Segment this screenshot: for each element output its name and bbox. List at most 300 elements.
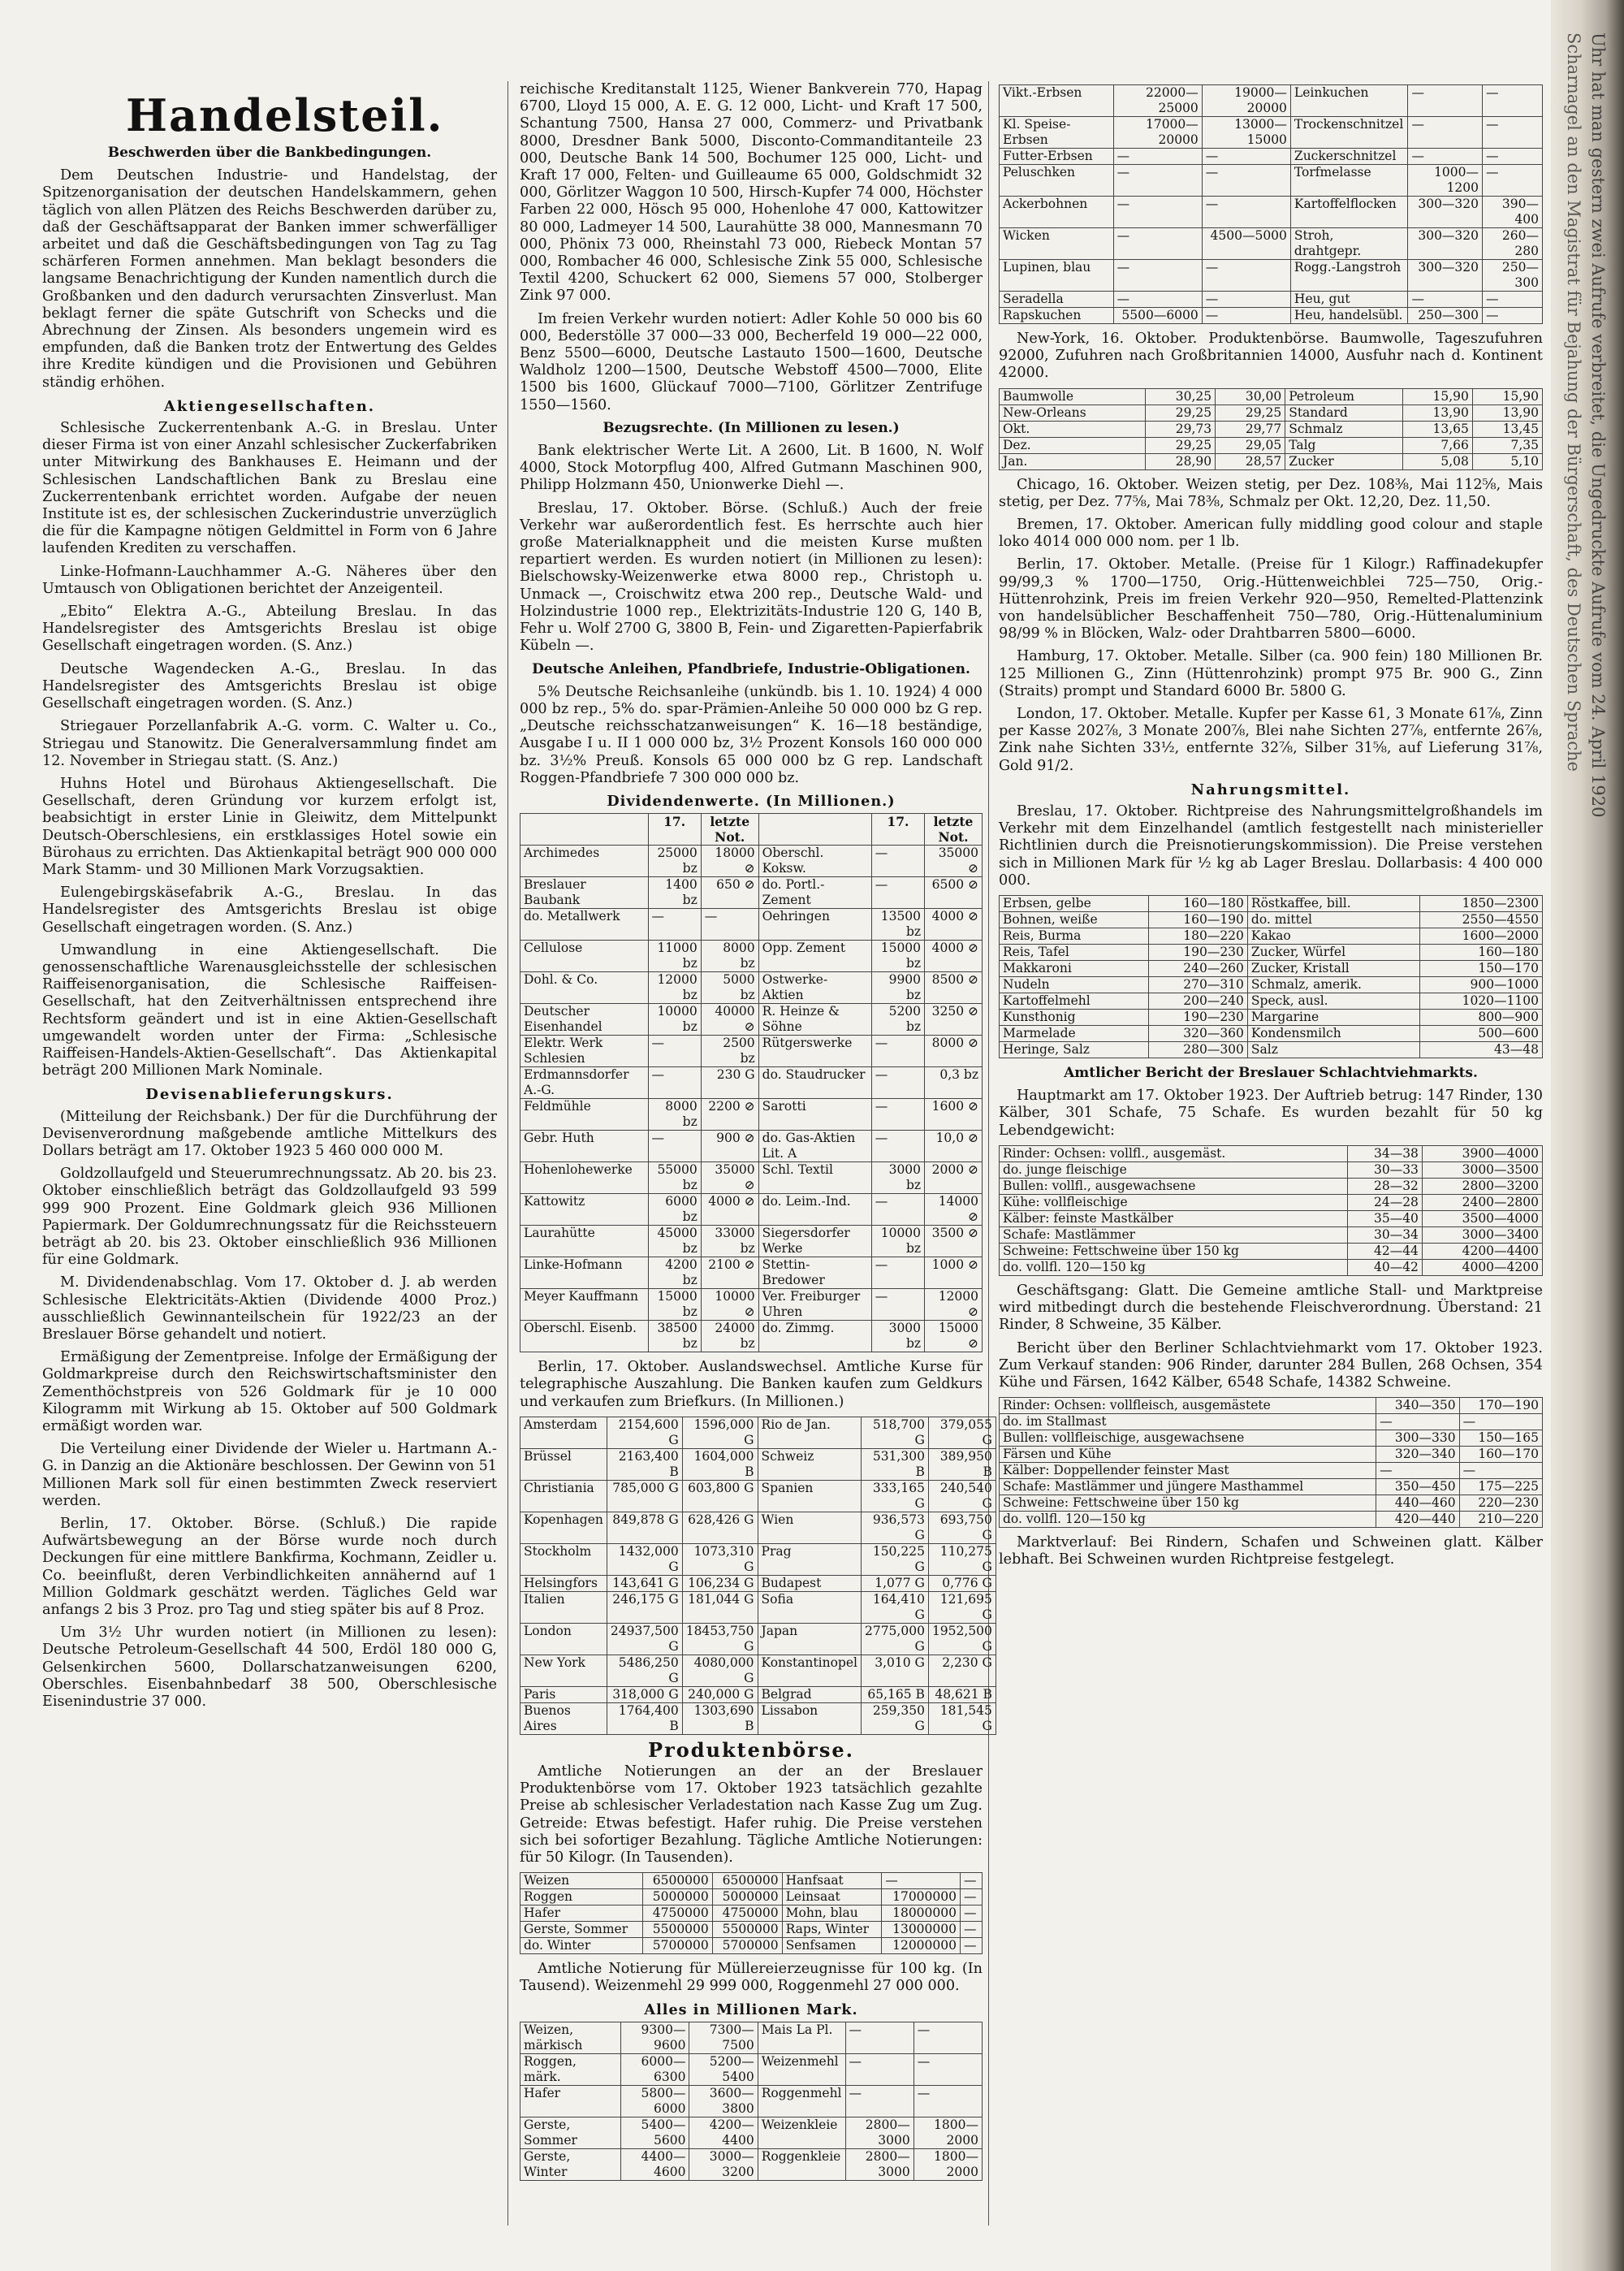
table-cell: Kondensmilch	[1247, 1026, 1419, 1042]
table-cell: 29,25	[1146, 404, 1216, 421]
table-cell: Heu, gut	[1290, 292, 1408, 308]
table-cell: 1604,000 B	[682, 1448, 758, 1480]
cattle-row	[1000, 1178, 1543, 1194]
table-cell: —	[871, 1194, 924, 1226]
headline-ag: Aktiengesellschaften.	[163, 397, 376, 415]
table-cell: 2163,400 B	[607, 1448, 682, 1480]
table-cell: 2000 ⊘	[925, 1162, 983, 1194]
article-berlin-boerse: Berlin, 17. Oktober. Börse. (Schluß.) Die rapide Aufwärtsbewegung an der Börse wurde noch durch Deckungen für eine mittlere Bankfirma, Kochmann, Zeidler u. Co. beeinflußt, deren Verbindlichkeiten annähernd auf 1 Million Goldmark geschätzt werden. Tägliches Geld war anfangs 2 bis 3 Proz. pro Tag und stieg später bis auf 8 Proz.	[42, 1516, 497, 1619]
table-cell: 259,350 G	[861, 1702, 928, 1734]
table-cell: 2200 ⊘	[701, 1099, 758, 1131]
berlin-cattle-row	[1000, 1479, 1543, 1495]
table-cell: —	[1202, 292, 1290, 308]
table-cell: 2800—3000	[845, 2117, 914, 2148]
article-zement: Ermäßigung der Zementpreise. Infolge der Ermäßigung der Goldmarkpreise durch den Reichswirtschaftsminister den Zementhöchstpreis von 526 Goldmark für je 10 000 Kilogramm mit Wirkung ab 15. Oktober auf 500 Goldmark ermäßigt worden war.	[42, 1349, 497, 1435]
table-cell: Christiania	[520, 1480, 607, 1512]
table-cell: 9300—9600	[621, 2022, 689, 2053]
table-cell: 35—40	[1348, 1210, 1423, 1226]
table-cell: Speck, ausl.	[1247, 993, 1419, 1010]
feed-row	[1000, 165, 1543, 197]
fx-row	[520, 1575, 996, 1591]
table-cell: 24—28	[1348, 1194, 1423, 1210]
table-cell: 4080,000 G	[682, 1655, 758, 1686]
table-cell: 12000000	[882, 1938, 961, 1954]
article-berlin-metalle: Berlin, 17. Oktober. Metalle. (Preise für 1 Kilogr.) Raffinadekupfer 99/99,3 % 1700—1750, Orig.-Hüttenweichblei 725—750, Orig.-Hüttenrohzink, Preis im freien Verkehr 920—950, Remelted-Plattenzink von handelsüblicher Beschaffenheit 750—780, Orig.-Hüttenaluminium 98/99 % in Blöcken, Walz- oder Drahtbarren 5800—6000.	[999, 556, 1543, 642]
table-cell: —	[914, 2085, 982, 2117]
table-cell: —	[1483, 85, 1543, 117]
feed-row	[1000, 308, 1543, 324]
table-cell: Kälber: feinste Mastkälber	[1000, 1210, 1348, 1226]
table-cell: 5500000	[712, 1922, 782, 1938]
table-cell: Trockenschnitzel	[1290, 117, 1408, 149]
table-cell: Weizenmehl	[758, 2053, 845, 2085]
table-cell: 389,950 B	[928, 1448, 996, 1480]
section-masthead: Handelsteil.	[126, 89, 444, 141]
table-cell: 10000 ⊘	[701, 1289, 758, 1321]
table-cell: 0,3 bz	[925, 1067, 983, 1099]
table-cell: 1303,690 B	[682, 1702, 758, 1734]
table-cell: Weizen, märkisch	[520, 2022, 621, 2053]
table-cell: Baumwolle	[1000, 388, 1146, 404]
table-cell: 110,275 G	[928, 1543, 996, 1575]
table-cell: —	[1202, 197, 1290, 228]
table-cell: 45000 bz	[648, 1226, 701, 1257]
table-cell: 5200 bz	[871, 1004, 924, 1036]
table-cell: 849,878 G	[607, 1512, 682, 1543]
table-cell: 1400 bz	[648, 877, 701, 909]
food-row	[1000, 1042, 1543, 1058]
table-cell: Heringe, Salz	[1000, 1042, 1149, 1058]
article-produktenboerse: Amtliche Notierungen an der an der Breslauer Produktenbörse vom 17. Oktober 1923 tatsächlich gezahlte Preise ab schlesischer Verladestation nach Kasse Zug um Zug. Getreide: Etwas befestigt. Hafer ruhig. Die Preise verstehen sich bei sofortiger Bezahlung. Tägliche Amtliche Notierungen: für 50 Kilogr. (In Tausenden).	[520, 1763, 983, 1866]
cattle-row	[1000, 1145, 1543, 1161]
table-cell: 4000 ⊘	[701, 1194, 758, 1226]
table-cell: 12000 ⊘	[925, 1289, 983, 1321]
table-cell: Dez.	[1000, 437, 1146, 453]
table-cell: Japan	[758, 1623, 861, 1655]
table-cell: 13,45	[1472, 421, 1542, 437]
table-cell: Gerste, Sommer	[520, 2117, 621, 2148]
table-cell: 10,0 ⊘	[925, 1131, 983, 1162]
table-cell: 300—320	[1408, 228, 1483, 260]
table-cell: Prag	[758, 1543, 861, 1575]
table-cell: —	[871, 1131, 924, 1162]
food-row	[1000, 977, 1543, 993]
table-cell: London	[520, 1623, 607, 1655]
table-cell: 7300—7500	[689, 2022, 758, 2053]
table-cell: —	[1459, 1463, 1542, 1479]
food-row	[1000, 993, 1543, 1010]
fx-row	[520, 1702, 996, 1734]
article-hotel: Huhns Hotel und Bürohaus Aktiengesellschaft. Die Gesellschaft, deren Gründung vor kurzem erfolgt ist, beabsichtigt in erster Linie in Gleiwitz, dem Mittelpunkt Deutsch-Oberschlesiens, ein erstklassiges Hotel sowie ein Bürohaus zu errichten. Das Aktienkapital beträgt 900 000 000 Mark Stamm- und 30 Millionen Mark Vorzugsaktien.	[42, 775, 497, 878]
table-cell: 4000—4200	[1422, 1259, 1542, 1275]
fx-row	[520, 1543, 996, 1575]
fx-table	[520, 1417, 996, 1735]
table-cell: 25000 bz	[648, 846, 701, 877]
table-cell: Makkaroni	[1000, 961, 1149, 977]
table-cell: 24937,500 G	[607, 1623, 682, 1655]
table-cell: 2800—3000	[845, 2148, 914, 2180]
grain-table	[520, 1872, 983, 1954]
table-cell: do. Metallwerk	[520, 909, 649, 941]
table-cell: 19000—20000	[1202, 85, 1290, 117]
table-cell: —	[871, 1067, 924, 1099]
table-cell: 18000 ⊘	[701, 846, 758, 877]
table-cell: —	[648, 1131, 701, 1162]
table-cell: —	[871, 1099, 924, 1131]
table-cell: 5200—5400	[689, 2053, 758, 2085]
table-cell: 240,540 G	[928, 1480, 996, 1512]
column-2	[520, 81, 992, 2187]
table-cell: 33000 bz	[701, 1226, 758, 1257]
table-cell: —	[701, 909, 758, 941]
article-newyork: New-York, 16. Oktober. Produktenbörse. Baumwolle, Tageszufuhren 92000, Zufuhren nach Großbritannien 14000, Ausfuhr nach d. Kontinent 42000.	[999, 331, 1543, 382]
table-cell: Linke-Hofmann	[520, 1257, 649, 1289]
mill-table-title: Alles in Millionen Mark.	[644, 2001, 858, 2018]
table-cell: 8000 ⊘	[925, 1036, 983, 1067]
table-cell: Kälber: Doppellender feinster Mast	[1000, 1463, 1376, 1479]
table-cell: Wicken	[1000, 228, 1114, 260]
table-cell: 3250 ⊘	[925, 1004, 983, 1036]
table-cell: —	[871, 1257, 924, 1289]
article-kurse: reichische Kreditanstalt 1125, Wiener Bankverein 770, Hapag 6700, Lloyd 15 000, A. E. G. 12 000, Licht- und Kraft 17 500, Schantung 7500, Hansa 27 000, Commerz- und Privatbank 8000, Dresdner Bank 5000, Disconto-Commanditanteile 23 000, Deutsche Bank 14 500, Bochumer 125 000, Licht- und Kraft 17 000, Felten- und Guilleaume 65 000, Goldschmidt 32 000, Görlitzer Waggon 10 500, Hirsch-Kupfer 74 000, Höchster Farben 22 000, Hösch 95 000, Hohenlohe 47 000, Kattowitzer 80 000, Ladmeyer 14 500, Laurahütte 38 000, Mannesmann 70 000, Phönix 73 000, Rheinstahl 73 000, Riebeck Montan 57 000, Rombacher 46 000, Schlesische Zink 55 000, Schlesische Textil 4200, Schuckert 62 000, Siemens 57 000, Stolberger Zink 97 000.	[520, 81, 983, 305]
table-cell: 15000 ⊘	[925, 1321, 983, 1352]
article-notierungen: Um 3½ Uhr wurden notiert (in Millionen zu lesen): Deutsche Petroleum-Gesellschaft 44 500, Erdöl 180 000 G, Gelsenkirchen 5600, Dollarschatzanweisungen 6200, Oberschles. Eisenbahnbedarf 38 500, Oberschlesische Eisenindustrie 37 000.	[42, 1624, 497, 1711]
table-cell: 150—170	[1419, 961, 1542, 977]
table-cell: —	[845, 2022, 914, 2053]
table-cell: 4200—4400	[1422, 1243, 1542, 1259]
table-cell: —	[845, 2053, 914, 2085]
table-cell: Cellulose	[520, 941, 649, 972]
table-cell: 5000000	[712, 1889, 782, 1905]
berlin-cattle-table	[999, 1397, 1543, 1528]
table-cell: 250—300	[1483, 260, 1543, 292]
table-cell: 43—48	[1419, 1042, 1542, 1058]
table-cell: —	[961, 1905, 983, 1922]
table-cell: 181,044 G	[682, 1591, 758, 1623]
article-dividende: M. Dividendenabschlag. Vom 17. Oktober d. J. ab werden Schlesische Elektricitäts-Aktien (Dividende 4000 Proz.) ausschließlich Gewinnanteilschein für 1922/23 an der Breslauer Börse gehandelt und notiert.	[42, 1274, 497, 1343]
table-cell: 603,800 G	[682, 1480, 758, 1512]
table-cell: Elektr. Werk Schlesien	[520, 1036, 649, 1067]
grain-row	[520, 1938, 983, 1954]
dividend-row	[520, 1226, 983, 1257]
fx-row	[520, 1512, 996, 1543]
table-cell: —	[961, 1922, 983, 1938]
table-cell: 13000—15000	[1202, 117, 1290, 149]
table-cell: 2800—3200	[1422, 1178, 1542, 1194]
dividend-row	[520, 1004, 983, 1036]
table-cell: 8500 ⊘	[925, 972, 983, 1004]
table-cell: —	[1483, 149, 1543, 165]
table-cell: —	[1408, 149, 1483, 165]
table-cell: Italien	[520, 1591, 607, 1623]
food-row	[1000, 912, 1543, 928]
table-cell: 40—42	[1348, 1259, 1423, 1275]
table-cell: Jan.	[1000, 453, 1146, 469]
table-cell: 628,426 G	[682, 1512, 758, 1543]
fx-row	[520, 1686, 996, 1702]
table-cell: 1600—2000	[1419, 928, 1542, 945]
table-cell: —	[961, 1889, 983, 1905]
table-cell: —	[648, 1067, 701, 1099]
table-cell: 300—330	[1376, 1430, 1459, 1447]
binding-text-line: Scharnagel an den Magistrat für Bejahung der Bürgerschaft, des Deutschen Sprache	[1564, 32, 1583, 772]
newyork-table	[999, 388, 1543, 470]
food-row	[1000, 928, 1543, 945]
table-cell: 17000—20000	[1113, 117, 1202, 149]
table-cell: 106,234 G	[682, 1575, 758, 1591]
table-cell: Hohenlohewerke	[520, 1162, 649, 1194]
table-cell: 240—260	[1148, 961, 1247, 977]
table-cell: 6000—6300	[621, 2053, 689, 2085]
table-cell: 693,750 G	[928, 1512, 996, 1543]
table-cell: 15,90	[1472, 388, 1542, 404]
table-cell: —	[1408, 117, 1483, 149]
newyork-row	[1000, 437, 1543, 453]
table-cell: Roggen, märk.	[520, 2053, 621, 2085]
article-elektra: „Ebito“ Elektra A.-G., Abteilung Breslau. In das Handelsregister des Amtsgerichts Breslau ist obige Gesellschaft eingetragen worden. (S. Anz.)	[42, 603, 497, 655]
dividend-row	[520, 1099, 983, 1131]
table-cell: Ver. Freiburger Uhren	[758, 1289, 871, 1321]
table-cell: 390—400	[1483, 197, 1543, 228]
article-devisen: (Mitteilung der Reichsbank.) Der für die Durchführung der Devisenverordnung maßgebende amtliche Mittelkurs des Dollars beträgt am 17. Oktober 1923 5 460 000 000 M.	[42, 1108, 497, 1159]
table-cell: 531,300 B	[861, 1448, 928, 1480]
table-cell: 29,77	[1216, 421, 1285, 437]
table-cell: 30,00	[1216, 388, 1285, 404]
headline-schlachtvieh: Amtlicher Bericht der Breslauer Schlachtviehmarkts.	[1064, 1065, 1478, 1082]
table-cell: —	[871, 1289, 924, 1321]
feed-row	[1000, 117, 1543, 149]
table-cell: 3000—3200	[689, 2148, 758, 2180]
table-cell: Rinder: Ochsen: vollfleisch, ausgemästete	[1000, 1398, 1376, 1414]
table-cell: 3900—4000	[1422, 1145, 1542, 1161]
cattle-row	[1000, 1243, 1543, 1259]
table-cell: do. Portl.-Zement	[758, 877, 871, 909]
table-cell: Deutscher Eisenhandel	[520, 1004, 649, 1036]
table-cell: 3500 ⊘	[925, 1226, 983, 1257]
table-cell: 3600—3800	[689, 2085, 758, 2117]
table-cell: —	[1408, 85, 1483, 117]
table-cell: 280—300	[1148, 1042, 1247, 1058]
table-cell: Kunsthonig	[1000, 1010, 1149, 1026]
article-mehl: Amtliche Notierung für Müllereierzeugnisse für 100 kg. (In Tausend). Weizenmehl 29 999 000, Roggenmehl 27 000 000.	[520, 1961, 983, 1995]
article-berlin-vieh: Bericht über den Berliner Schlachtviehmarkt vom 17. Oktober 1923. Zum Verkauf standen: 906 Rinder, darunter 284 Bullen, 268 Ochsen, 354 Kühe und Färsen, 1642 Kälber, 6548 Schafe, 14382 Schweine.	[999, 1339, 1543, 1391]
table-cell: 5500000	[642, 1922, 712, 1938]
table-cell: Stockholm	[520, 1543, 607, 1575]
table-cell: 15000 bz	[648, 1289, 701, 1321]
table-cell: 5,10	[1472, 453, 1542, 469]
table-cell: Heu, handelsübl.	[1290, 308, 1408, 324]
table-cell: 1020—1100	[1419, 993, 1542, 1010]
table-cell: Nudeln	[1000, 977, 1149, 993]
table-cell: R. Heinze & Söhne	[758, 1004, 871, 1036]
grain-row	[520, 1922, 983, 1938]
table-cell: 13500 bz	[871, 909, 924, 941]
food-row	[1000, 945, 1543, 961]
table-cell: Futter-Erbsen	[1000, 149, 1114, 165]
table-cell: Kl. Speise-Erbsen	[1000, 117, 1114, 149]
fx-row	[520, 1623, 996, 1655]
table-cell: Schmalz, amerik.	[1247, 977, 1419, 993]
table-cell: 6500000	[712, 1873, 782, 1889]
table-cell: 13,65	[1402, 421, 1472, 437]
berlin-cattle-row	[1000, 1414, 1543, 1430]
table-cell: 55000 bz	[648, 1162, 701, 1194]
mill-row	[520, 2117, 983, 2148]
berlin-cattle-row	[1000, 1447, 1543, 1463]
table-cell: 18000000	[882, 1905, 961, 1922]
dividend-row	[520, 877, 983, 909]
table-cell: 5400—5600	[621, 2117, 689, 2148]
article-zucker: Schlesische Zuckerrentenbank A.-G. in Breslau. Unter dieser Firma ist von einer Anzahl schlesischer Zuckerfabriken unter Mitwirkung des Bankhauses E. Heimann und der Schlesischen Landschaftlichen Bank zu Breslau eine Zuckerrentenbank errichtet worden. Aufgabe der neuen Institute ist es, der schlesischen Zuckerindustrie unverzüglich die für die Kampagne nötigen Geldmittel in Form von 6 Jahre laufenden Krediten zu verschaffen.	[42, 420, 497, 557]
table-cell: 12000 bz	[648, 972, 701, 1004]
table-cell: Breslauer Baubank	[520, 877, 649, 909]
table-cell: Ostwerke-Aktien	[758, 972, 871, 1004]
dividend-row	[520, 1036, 983, 1067]
feed-row	[1000, 292, 1543, 308]
article-bank: Dem Deutschen Industrie- und Handelstag, der Spitzenorganisation der deutschen Handelskammern, gehen täglich von allen Plätzen des Reichs Beschwerden darüber zu, daß der Geschäftsapparat der Banken immer schwerfälliger arbeitet und daß die Geschäftsbedingungen von Tag zu Tag schärferen Formen annehmen. Man beklagt besonders die langsame Benachrichtigung der Kunden namentlich durch die Großbanken und den dadurch verursachten Zinsverlust. Man beklagt ferner die späte Gutschrift von Schecks und die Abrechnung der Zinsen. Als besonders ungemein wird es empfunden, daß die Banken trotz der Entwertung des Geldes ihre Kredite kündigen und die Provisionen und Gebühren ständig erhöhen.	[42, 167, 497, 391]
table-cell: 785,000 G	[607, 1480, 682, 1512]
table-cell: —	[961, 1938, 983, 1954]
table-cell: 175—225	[1459, 1479, 1542, 1495]
table-cell: 29,05	[1216, 437, 1285, 453]
article-schlachtvieh: Hauptmarkt am 17. Oktober 1923. Der Auftrieb betrug: 147 Rinder, 130 Kälber, 301 Schafe, 75 Schafe. Es wurden bezahlt für 50 kg Lebendgewicht:	[999, 1088, 1543, 1139]
table-cell: 3,010 G	[861, 1655, 928, 1686]
table-cell: Schmalz	[1285, 421, 1403, 437]
table-cell: Kartoffelmehl	[1000, 993, 1149, 1010]
dividend-row	[520, 1321, 983, 1352]
table-cell: Amsterdam	[520, 1417, 607, 1448]
table-cell: 160—180	[1148, 896, 1247, 912]
table-cell: Lupinen, blau	[1000, 260, 1114, 292]
table-cell: 220—230	[1459, 1495, 1542, 1512]
table-cell: do. Staudrucker	[758, 1067, 871, 1099]
table-cell: 440—460	[1376, 1495, 1459, 1512]
table-cell: 28,57	[1216, 453, 1285, 469]
column-rule	[988, 81, 989, 2226]
table-cell: Weizen	[520, 1873, 643, 1889]
table-cell: 900—1000	[1419, 977, 1542, 993]
fx-row	[520, 1655, 996, 1686]
table-cell: Leinkuchen	[1290, 85, 1408, 117]
article-goldzoll: Goldzollaufgeld und Steuerumrechnungssatz. Ab 20. bis 23. Oktober einschließlich beträgt das Goldzollaufgeld 93 599 999 900 Prozent. Eine Goldmark gleich 936 Millionen Papiermark. Der Goldumrechnungssatz für die Reichssteuern beträgt ab 20. bis 23. Oktober einschließlich 936 Millionen für eine Goldmark.	[42, 1166, 497, 1269]
table-cell: 240,000 G	[682, 1686, 758, 1702]
table-cell: Kartoffelflocken	[1290, 197, 1408, 228]
article-bezugsrechte: Bank elektrischer Werte Lit. A 2600, Lit. B 1600, N. Wolf 4000, Stock Motorpflug 400, Alfred Gutmann Maschinen 900, Philipp Holzmann 450, Unionwerke Diehl —.	[520, 443, 983, 494]
grain-row	[520, 1889, 983, 1905]
table-cell: 11000 bz	[648, 941, 701, 972]
table-cell: Roggenmehl	[758, 2085, 845, 2117]
table-cell: Röstkaffee, bill.	[1247, 896, 1419, 912]
feed-row	[1000, 228, 1543, 260]
table-cell: Bohnen, weiße	[1000, 912, 1149, 928]
article-porzellan: Striegauer Porzellanfabrik A.-G. vorm. C. Walter u. Co., Striegau und Stanowitz. Die Generalversammlung findet am 12. November in Striegau statt. (S. Anz.)	[42, 718, 497, 769]
table-cell: —	[871, 877, 924, 909]
table-cell: 5486,250 G	[607, 1655, 682, 1686]
table-cell: 1600 ⊘	[925, 1099, 983, 1131]
table-cell: Salz	[1247, 1042, 1419, 1058]
table-cell: 160—170	[1459, 1447, 1542, 1463]
table-cell: 170—190	[1459, 1398, 1542, 1414]
table-cell: 300—320	[1408, 197, 1483, 228]
table-cell: Bullen: vollfleischige, ausgewachsene	[1000, 1430, 1376, 1447]
article-anleihen: 5% Deutsche Reichsanleihe (unkündb. bis 1. 10. 1924) 4 000 000 bz rep., 5% do. spar-Prämien-Anleihe 50 000 000 bz G rep. „Deutsche reichsschatzanweisungen“ K. 16—18 beständige, Ausgabe I u. II 1 000 000 bz, 3½ Prozent Konsols 160 000 000 bz. 3½% Preuß. Konsols 65 000 000 bz G rep. Landschaft Roggen-Pfandbriefe 7 300 000 000 bz.	[520, 683, 983, 786]
table-cell: 34—38	[1348, 1145, 1423, 1161]
table-cell: —	[1483, 117, 1543, 149]
article-linke: Linke-Hofmann-Lauchhammer A.-G. Näheres über den Umtausch von Obligationen berichtet der Anzeigenteil.	[42, 563, 497, 597]
table-cell: Roggen	[520, 1889, 643, 1905]
table-cell: Reis, Burma	[1000, 928, 1149, 945]
table-cell: Konstantinopel	[758, 1655, 861, 1686]
article-eulen: Eulengebirgskäsefabrik A.-G., Breslau. In das Handelsregister des Amtsgerichts Breslau ist obige Gesellschaft eingetragen worden. (S. Anz.)	[42, 885, 497, 936]
table-cell: Seradella	[1000, 292, 1114, 308]
table-cell: Siegersdorfer Werke	[758, 1226, 871, 1257]
table-cell: 4400—4600	[621, 2148, 689, 2180]
table-cell: Kopenhagen	[520, 1512, 607, 1543]
table-cell: 190—230	[1148, 945, 1247, 961]
table-cell: 190—230	[1148, 1010, 1247, 1026]
table-cell: 180—220	[1148, 928, 1247, 945]
cattle-row	[1000, 1210, 1543, 1226]
headline-produktenboerse: Produktenbörse.	[648, 1737, 854, 1762]
table-cell: 900 ⊘	[701, 1131, 758, 1162]
mill-row	[520, 2053, 983, 2085]
table-cell: 15,90	[1402, 388, 1472, 404]
dividend-table: 17. letzte Not. 17. letzte Not. Archimedes 25000 bz 18000 ⊘ Oberschl. Koksw. — 35000 ⊘ Breslauer Baubank 1400 bz 650 ⊘ do. Portl.-Zement — 6500 ⊘ do. Metallwerk — — Oehringen 13500 bz 4000 ⊘ Cellulose 11000 bz 8000 bz Opp. Zement 15000 bz 4000 ⊘ Dohl. & Co. 12000 bz 5000 bz Ostwerke-Aktien 9900 bz 8500 ⊘ Deutscher Eisenhandel 10000 bz 40000 ⊘ R. Heinze & Söhne 5200 bz 3250 ⊘ Elektr. Werk Schlesien — 2500 bz Rütgerswerke — 8000 ⊘ Erdmannsdorfer A.-G. — 230 G do. Staudrucker — 0,3 bz Feldmühle 8000 bz 2200 ⊘ Sarotti — 1600 ⊘ Gebr. Huth — 900 ⊘ do. Gas-Aktien Lit. A — 10,0 ⊘ Hohenlohewerke 55000 bz 35000 ⊘ Schl. Textil 3000 bz 2000 ⊘ Kattowitz 6000 bz 4000 ⊘ do. Leim.-Ind. — 14000 ⊘ Laurahütte 45000 bz 33000 bz Siegersdorfer Werke 10000 bz 3500 ⊘ Linke-Hofmann 4200 bz 2100 ⊘ Stettin-Bredower — 1000 ⊘ Meyer Kauffmann 15000 bz 10000 ⊘ Ver. Freiburger Uhren — 12000 ⊘ Oberschl. Eisenb. 38500 bz 24000 bz do. Zimmg. 3000 bz 15000 ⊘	[520, 813, 983, 1352]
cattle-row	[1000, 1226, 1543, 1243]
table-cell: do. junge fleischige	[1000, 1161, 1348, 1178]
table-cell: 7,35	[1472, 437, 1542, 453]
table-cell: Petroleum	[1285, 388, 1403, 404]
table-cell: 2400—2800	[1422, 1194, 1542, 1210]
fx-row	[520, 1480, 996, 1512]
table-cell: Hafer	[520, 1905, 643, 1922]
table-cell: —	[1202, 149, 1290, 165]
table-cell: —	[1483, 165, 1543, 197]
table-cell: Erdmannsdorfer A.-G.	[520, 1067, 649, 1099]
table-cell: do. mittel	[1247, 912, 1419, 928]
table-cell: 1764,400 B	[607, 1702, 682, 1734]
table-cell: 10000 bz	[871, 1226, 924, 1257]
table-cell: Rinder: Ochsen: vollfl., ausgemäst.	[1000, 1145, 1348, 1161]
table-cell: 160—180	[1419, 945, 1542, 961]
table-cell: 38500 bz	[648, 1321, 701, 1352]
dividend-row	[520, 846, 983, 877]
table-cell: 13000000	[882, 1922, 961, 1938]
table-cell: Ackerbohnen	[1000, 197, 1114, 228]
table-cell: 4000 ⊘	[925, 941, 983, 972]
table-cell: Peluschken	[1000, 165, 1114, 197]
table-cell: 1850—2300	[1419, 896, 1542, 912]
table-cell: Zuckerschnitzel	[1290, 149, 1408, 165]
table-cell: 121,695 G	[928, 1591, 996, 1623]
table-cell: 800—900	[1419, 1010, 1542, 1026]
table-cell: 379,055 G	[928, 1417, 996, 1448]
table-cell: —	[1113, 260, 1202, 292]
mill-row	[520, 2148, 983, 2180]
table-cell: Oberschl. Eisenb.	[520, 1321, 649, 1352]
table-cell: 250—300	[1408, 308, 1483, 324]
table-cell: 28—32	[1348, 1178, 1423, 1194]
table-cell: Paris	[520, 1686, 607, 1702]
table-cell: 24000 bz	[701, 1321, 758, 1352]
fx-row	[520, 1591, 996, 1623]
table-cell: Bullen: vollfl., ausgewachsene	[1000, 1178, 1348, 1194]
food-row	[1000, 1026, 1543, 1042]
table-cell: —	[1113, 228, 1202, 260]
table-cell: 150,225 G	[861, 1543, 928, 1575]
table-cell: do. vollfl. 120—150 kg	[1000, 1512, 1376, 1528]
article-marktverlauf: Marktverlauf: Bei Rindern, Schafen und Schweinen glatt. Kälber lebhaft. Bei Schweinen wurden Richtpreise festgelegt.	[999, 1534, 1543, 1568]
